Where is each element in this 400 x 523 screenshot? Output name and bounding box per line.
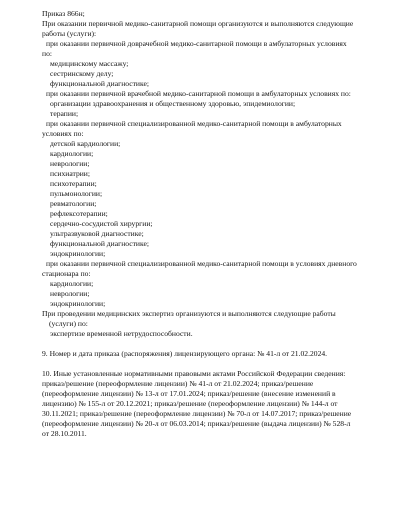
document-line: психиатрии; — [50, 169, 90, 178]
document-line: медицинскому массажу; — [50, 59, 129, 68]
document-line: кардиологии; — [50, 149, 94, 158]
document-line: работы (услуги): — [42, 29, 97, 38]
document-line: пульмонологии; — [50, 189, 103, 198]
document-line: организации здравоохранения и общественному здоровью, эпидемиологии; — [50, 99, 296, 108]
document-line: при оказании первичной врачебной медико-санитарной помощи в амбулаторных условиях по: — [46, 89, 351, 98]
document-line: детской кардиологии; — [50, 139, 121, 148]
document-line: неврологии; — [50, 159, 90, 168]
document-line: приказ/решение (переоформление лицензии) № 41-л от 21.02.2024; приказ/решение — [42, 379, 314, 388]
document-line: (услуги) по: — [49, 319, 88, 328]
document-line: эндокринологии; — [50, 299, 106, 308]
document-line: ревматологии; — [50, 199, 97, 208]
document-line: при оказании первичной доврачебной медико-санитарной помощи в амбулаторных условиях — [46, 39, 347, 48]
document-line: стационара по: — [42, 269, 91, 278]
document-line: при оказании первичной специализированной медико-санитарной помощи в условиях дневного — [46, 259, 357, 268]
document-line: терапии; — [50, 109, 79, 118]
document-line: функциональной диагностике; — [50, 79, 149, 88]
document-line: по: — [42, 49, 52, 58]
document-line: 30.11.2021; приказ/решение (переоформление лицензии) № 70-л от 14.07.2017; приказ/решение — [42, 409, 352, 418]
document-line: При оказании первичной медико-санитарной помощи организуются и выполняются следующие — [42, 19, 354, 28]
document-line: Приказ 866н; — [42, 9, 85, 18]
document-line: 10. Иные установленные нормативными правовыми актами Российской Федерации сведения: — [42, 369, 346, 378]
document-line: эндокринологии; — [50, 249, 106, 258]
document-line: сердечно-сосудистой хирургии; — [50, 219, 153, 228]
document-line: функциональной диагностике; — [50, 239, 149, 248]
document-line: при оказании первичной специализированной медико-санитарной помощи в амбулаторных — [46, 119, 342, 128]
document-line: сестринскому делу; — [50, 69, 114, 78]
item-10-other-info — [42, 369, 390, 439]
document-line: от 28.10.2011. — [42, 429, 87, 438]
document-line: кардиологии; — [50, 279, 94, 288]
document-line: неврологии; — [50, 289, 90, 298]
services-block — [42, 9, 390, 339]
document-line: ультразвуковой диагностике; — [50, 229, 144, 238]
document-line: (переоформление лицензии) № 13-л от 17.01.2024; приказ/решение (внесение изменений в — [42, 389, 336, 398]
document-line: рефлексотерапии; — [50, 209, 108, 218]
document-line: При проведении медицинских экспертиз организуются и выполняются следующие работы — [42, 309, 336, 318]
document-line: условиях по: — [42, 129, 84, 138]
item-9-order-info: 9. Номер и дата приказа (распоряжения) лицензирующего органа: № 41-л от 21.02.2024. — [42, 349, 328, 358]
document-line: экспертизе временной нетрудоспособности. — [50, 329, 193, 338]
document-line: (переоформление лицензии) № 20-л от 06.03.2014; приказ/решение (выдача лицензии) № 528-л — [42, 419, 351, 428]
document-line: лицензию) № 155-л от 20.12.2021; приказ/решение (переоформление лицензии) № 144-л от — [42, 399, 338, 408]
document-line: психотерапии; — [50, 179, 97, 188]
